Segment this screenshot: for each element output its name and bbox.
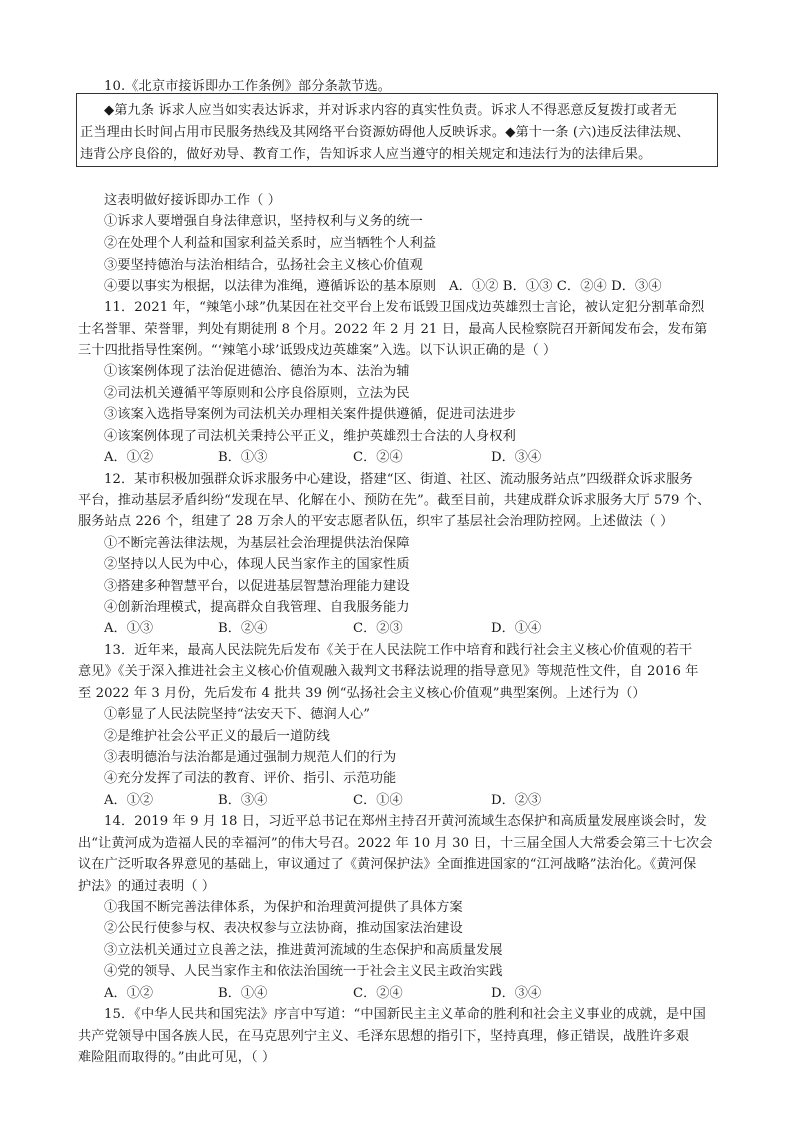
- q11-choice-b: B．①③: [218, 450, 268, 465]
- q14-option-1: ①我国不断完善法律体系，为保护和治理黄河提供了具体方案: [104, 900, 463, 915]
- q14-option-2: ②公民行使参与权、表决权参与立法协商，推动国家法治建设: [104, 921, 463, 936]
- q14-choice-d: D．③④: [491, 986, 542, 1001]
- q11-option-3: ③该案入选指导案例为司法机关办理相关案件提供遵循，促进司法进步: [104, 407, 516, 422]
- q12-choice-a: A．①③: [104, 621, 154, 636]
- q12-option-1: ①不断完善法律法规，为基层社会治理提供法治保障: [104, 536, 410, 551]
- q10-option-1: ①诉求人要增强自身法律意识，坚持权利与义务的统一: [104, 214, 423, 229]
- q13-option-3: ③表明德治与法治都是通过强制力规范人们的行为: [104, 750, 397, 765]
- q12-option-2: ②坚持以人民为中心，体现人民当家作主的国家性质: [104, 557, 410, 572]
- q10-choices: A．①② B．①③ C．②④ D．③④: [449, 279, 662, 294]
- q14-stem-line: 议在广泛听取各界意见的基础上，审议通过了《黄河保护法》全面推进国家的“江河战略”法治化。《黄河保: [78, 857, 697, 872]
- q13-choice-c: C．①④: [353, 793, 403, 808]
- q13-option-4: ④充分发挥了司法的教育、评价、指引、示范功能: [104, 771, 397, 786]
- q12-choice-c: C．②③: [353, 621, 403, 636]
- q13-option-2: ②是维护社会公平正义的最后一道防线: [104, 729, 330, 744]
- q14-choice-a: A．①②: [104, 986, 154, 1001]
- q10-box-line: 违背公序良俗的，做好劝导、教育工作，告知诉求人应当遵守的相关规定和违法行为的法律后果。: [80, 147, 652, 162]
- q11-option-1: ①该案例体现了法治促进德治、德治为本、法治为辅: [104, 364, 410, 379]
- q10-question: 这表明做好接诉即办工作（ ）: [104, 193, 282, 208]
- q11-option-4: ④该案例体现了司法机关秉持公平正义，维护英雄烈士合法的人身权利: [104, 429, 516, 444]
- q13-option-1: ①彰显了人民法院坚持“法安天下、德润人心”: [104, 707, 371, 722]
- q14-option-3: ③立法机关通过立良善之法，推进黄河流域的生态保护和高质量发展: [104, 943, 503, 958]
- q10-stem: 10.《北京市接诉即办工作条例》部分条款节选。: [104, 79, 392, 94]
- q13-stem-line: 至 2022 年 3 月份，先后发布 4 批共 39 例“弘扬社会主义核心价值观”典型案例。上述行为（）: [78, 686, 646, 701]
- q12-stem-line: 服务站点 226 个，组建了 28 万余人的平安志愿者队伍，织牢了基层社会治理防控网。上述做法（ ）: [78, 514, 674, 529]
- q15-stem-line: 15．《中华人民共和国宪法》序言中写道：“中国新民主主义革命的胜利和社会主义事业的成就，是中国: [104, 1007, 706, 1022]
- q15-stem-line: 共产党领导中国各族人民，在马克思列宁主义、毛泽东思想的指引下，坚持真理，修正错误，战胜许多艰: [78, 1029, 690, 1044]
- q11-stem-line: 三十四批指导性案例。“‘辣笔小球’诋毁戍边英雄案”入选。以下认识正确的是（ ）: [78, 343, 557, 358]
- q11-option-2: ②司法机关遵循平等原则和公序良俗原则，立法为民: [104, 386, 410, 401]
- q12-option-3: ③搭建多种智慧平台，以促进基层智慧治理能力建设: [104, 579, 410, 594]
- q13-choice-b: B．③④: [218, 793, 268, 808]
- q12-choice-b: B．②④: [218, 621, 268, 636]
- q14-stem-line: 14．2019 年 9 月 18 日，习近平总书记在郑州主持召开黄河流域生态保护和高质量发展座谈会时，发: [104, 814, 707, 829]
- q14-choice-b: B．①④: [218, 986, 268, 1001]
- q10-box-line: ◆第九条 诉求人应当如实表达诉求，并对诉求内容的真实性负责。诉求人不得恶意反复拨打或者无: [104, 103, 677, 118]
- q10-option-2: ②在处理个人利益和国家利益关系时，应当牺牲个人利益: [104, 236, 437, 251]
- q11-choice-c: C．②④: [353, 450, 403, 465]
- q13-stem-line: 意见》《关于深入推进社会主义核心价值观融入裁判文书释法说理的指导意见》等规范性文件，自 2016 年: [78, 664, 699, 679]
- q10-option-4: ④要以事实为根据，以法律为准绳，遵循诉讼的基本原则: [104, 279, 437, 294]
- q13-stem-line: 13．近年来，最高人民法院先后发布《关于在人民法院工作中培育和践行社会主义核心价值观的若干: [104, 643, 693, 658]
- q11-stem-line: 11．2021 年，“辣笔小球”仇某因在社交平台上发布诋毁卫国戍边英雄烈士言论，被认定犯分割革命烈: [104, 300, 705, 315]
- q12-stem-line: 平台，推动基层矛盾纠纷“发现在早、化解在小、预防在先”。截至目前，共建成群众诉求服务大厅 579 个、: [78, 493, 711, 508]
- q10-option-3: ③要坚持德治与法治相结合，弘扬社会主义核心价值观: [104, 258, 423, 273]
- q13-choice-d: D．②③: [491, 793, 542, 808]
- q13-choice-a: A．①②: [104, 793, 154, 808]
- q12-choice-d: D．①④: [491, 621, 542, 636]
- q11-stem-line: 士名誉罪、荣誉罪，判处有期徒刑 8 个月。2022 年 2 月 21 日，最高人民检察院召开新闻发布会，发布第: [78, 322, 708, 337]
- q14-stem-line: 护法》的通过表明（ ）: [78, 879, 216, 894]
- q14-choice-c: C．②④: [353, 986, 403, 1001]
- q14-option-4: ④党的领导、人民当家作主和依法治国统一于社会主义民主政治实践: [104, 964, 503, 979]
- q15-stem-line: 难险阻而取得的。”由此可见，（ ）: [78, 1050, 276, 1065]
- q14-stem-line: 出“让黄河成为造福人民的幸福河”的伟大号召。2022 年 10 月 30 日，十三届全国人大常委会第三十七次会: [78, 836, 713, 851]
- q11-choice-a: A．①②: [104, 450, 154, 465]
- q11-choice-d: D．③④: [491, 450, 542, 465]
- q10-box-line: 正当理由长时间占用市民服务热线及其网络平台资源妨碍他人反映诉求。◆第十一条 (六)违反法律法规、: [80, 125, 690, 140]
- q12-stem-line: 12．某市积极加强群众诉求服务中心建设，搭建“区、街道、社区、流动服务站点”四级群众诉求服务: [104, 472, 693, 487]
- q12-option-4: ④创新治理模式，提高群众自我管理、自我服务能力: [104, 600, 410, 615]
